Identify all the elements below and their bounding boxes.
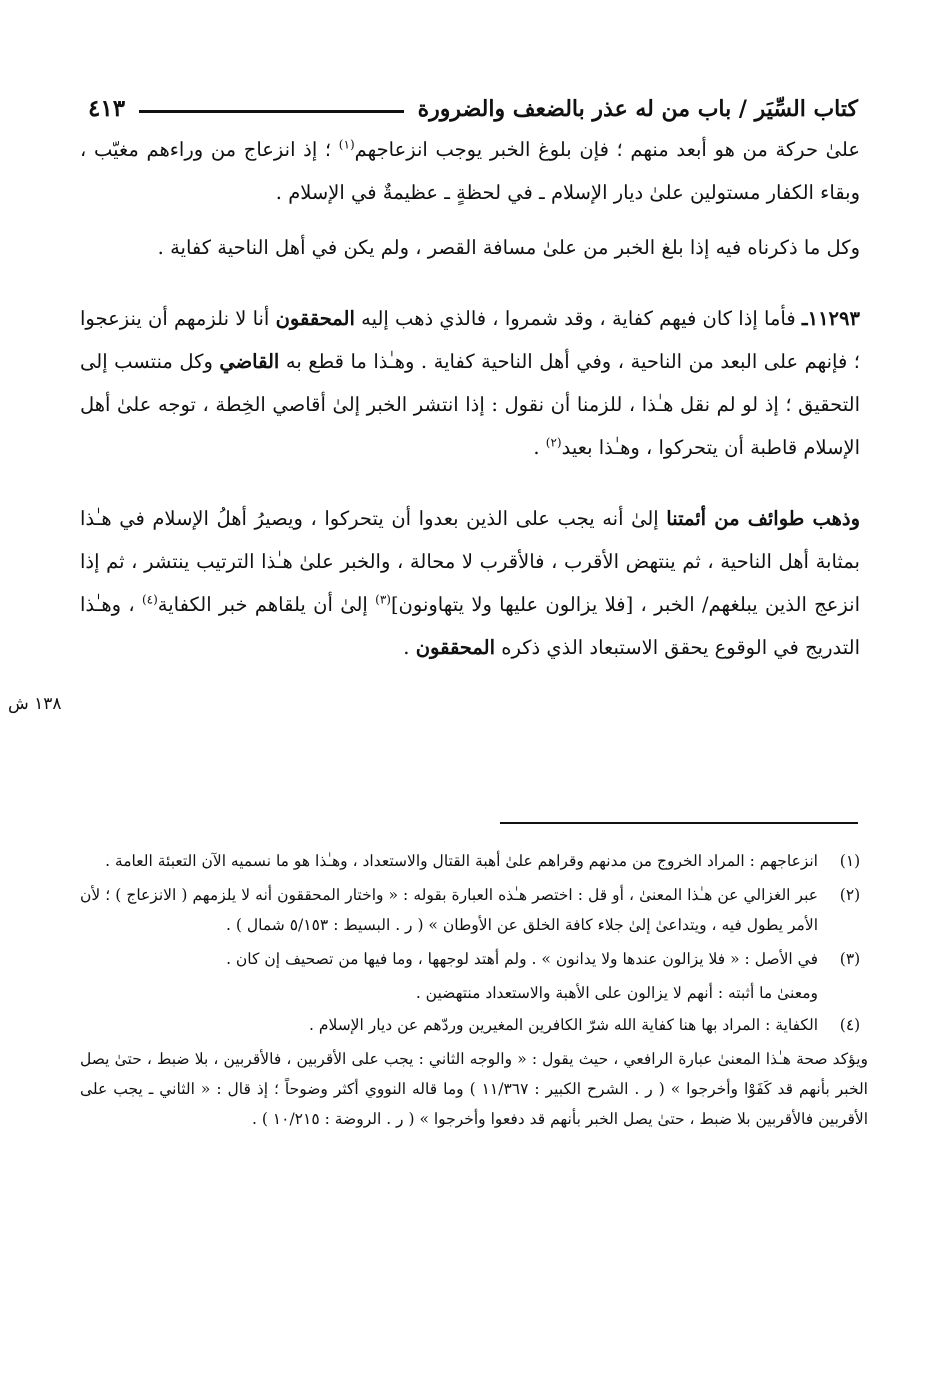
footnotes bbox=[80, 846, 868, 1136]
footnote-number: (٢) bbox=[839, 886, 861, 904]
footnote-3-continuation: ومعنىٰ ما أثبته : أنهم لا يزالون على الأهبة والاستعداد منتهضين . bbox=[415, 984, 818, 1002]
footnote-text: عبر الغزالي عن هـٰذا المعنىٰ ، أو قل : اختصر هـٰذه العبارة بقوله : « واختار المحققون أنه لا يلزمهم ( الانزعاج ) ؛ لأن الأمر يطول فيه ، ويتداعىٰ إلىٰ جلاء كافة الخلق عن الأوطان » ( ر . البسيط : ٥/١٥٣ شمال ) . bbox=[80, 886, 818, 934]
paragraph-2: وكل ما ذكرناه فيه إذا بلغ الخبر من علىٰ مسافة القصر ، ولم يكن في أهل الناحية كفاية . bbox=[157, 236, 860, 259]
page-number: ٤١٣ bbox=[88, 95, 126, 122]
footnote-ref-4: (٤) bbox=[141, 592, 158, 607]
footnote-text: الكفاية : المراد بها هنا كفاية الله شرّ الكافرين المغيرين وردّهم عن ديار الإسلام . bbox=[309, 1016, 818, 1034]
footnote-4-continuation: ويؤكد صحة هـٰذا المعنىٰ عبارة الرافعي ، حيث يقول : « والوجه الثاني : يجب على الأقربين ، فالأقربين ، بلا ضبط ، حتىٰ يصل الخبر بأنهم قد كَفَوْا وأخرجوا » ( ر . الشرح الكبير : ١١/٣٦٧ ) وما قاله النووي أكثر وضوحاً ؛ إذ قال : « الثاني ـ يجب على الأقربين فالأقربين بلا ضبط ، حتىٰ يصل الخبر بأنهم قد دفعوا وأخرجوا » ( ر . الروضة : ١٠/٢١٥ ) . bbox=[80, 1050, 868, 1128]
footnote-number: (٤) bbox=[839, 1016, 861, 1034]
footnote-number: (١) bbox=[839, 852, 861, 870]
footnote-ref-2: (٢) bbox=[545, 435, 562, 450]
footnote-text: في الأصل : « فلا يزالون عندها ولا يدانون » . ولم أهتد لوجهها ، وما فيها من تصحيف إن كان . bbox=[226, 950, 818, 968]
header-title: كتاب السِّيَر / باب من له عذر بالضعف والضرورة bbox=[417, 96, 858, 122]
footnote-ref-3: (٣) bbox=[375, 592, 391, 607]
manuscript-folio-note: ١٣٨ ش bbox=[8, 694, 62, 714]
footnote-separator bbox=[500, 822, 858, 824]
paragraph-11293: ١١٢٩٣ـ فأما إذا كان فيهم كفاية ، وقد شمروا ، فالذي ذهب إليه المحققون أنا لا نلزمهم أن ينزعجوا ؛ فإنهم على البعد من الناحية ، وفي أهل الناحية كفاية . وهـٰذا ما قطع به القاضي وكل منتسب إلى التحقيق ؛ إذ لو لم نقل هـٰذا ، للزمنا أن نقول : إذا انتشر الخبر إلىٰ أقاصي الخِطة ، توجه علىٰ أهل الإسلام قاطبة أن يتحركوا ، وهـٰذا بعيد$^{(٢)}$ . bbox=[80, 307, 860, 459]
footnote-ref-1: (١) bbox=[338, 137, 355, 152]
footnote-2 bbox=[80, 880, 868, 940]
footnote-3 bbox=[80, 944, 868, 974]
footnote-4 bbox=[80, 1010, 868, 1040]
running-header bbox=[88, 82, 858, 122]
paragraph-number: ١١٢٩٣ـ bbox=[801, 307, 860, 330]
footnote-1 bbox=[80, 846, 868, 876]
paragraph-1: علىٰ حركة من هو أبعد منهم ؛ فإن بلوغ الخبر يوجب انزعاجهم$^{(١)}$ ؛ إذ انزعاج من وراءهم مغيّب ، وبقاء الكفار مستولين علىٰ ديار الإسلام ـ في لحظةٍ ـ عظيمةٌ في الإسلام . bbox=[80, 137, 860, 204]
header-rule bbox=[139, 110, 404, 113]
paragraph-4: وذهب طوائف من أئمتنا إلىٰ أنه يجب على الذين بعدوا أن يتحركوا ، ويصيرُ أهلُ الإسلام في هـٰذا بمثابة أهل الناحية ، ثم ينتهض الأقرب ، فالأقرب لا محالة ، والخبر علىٰ هـٰذا الترتيب ينتشر ، ثم إذا انزعج الذين يبلغهم/ الخبر ، [فلا يزالون عليها ولا يتهاونون]$^{(٣)}$ إلىٰ أن يلقاهم خبر الكفاية$^{(٤)}$ ، وهـٰذا التدريج في الوقوع يحقق الاستبعاد الذي ذكره المحققون . bbox=[80, 507, 861, 659]
footnote-text: انزعاجهم : المراد الخروج من مدنهم وقراهم علىٰ أهبة القتال والاستعداد ، وهـٰذا هو ما نسميه الآن التعبئة العامة . bbox=[105, 852, 818, 870]
main-text bbox=[80, 128, 860, 681]
footnote-number: (٣) bbox=[839, 950, 861, 968]
